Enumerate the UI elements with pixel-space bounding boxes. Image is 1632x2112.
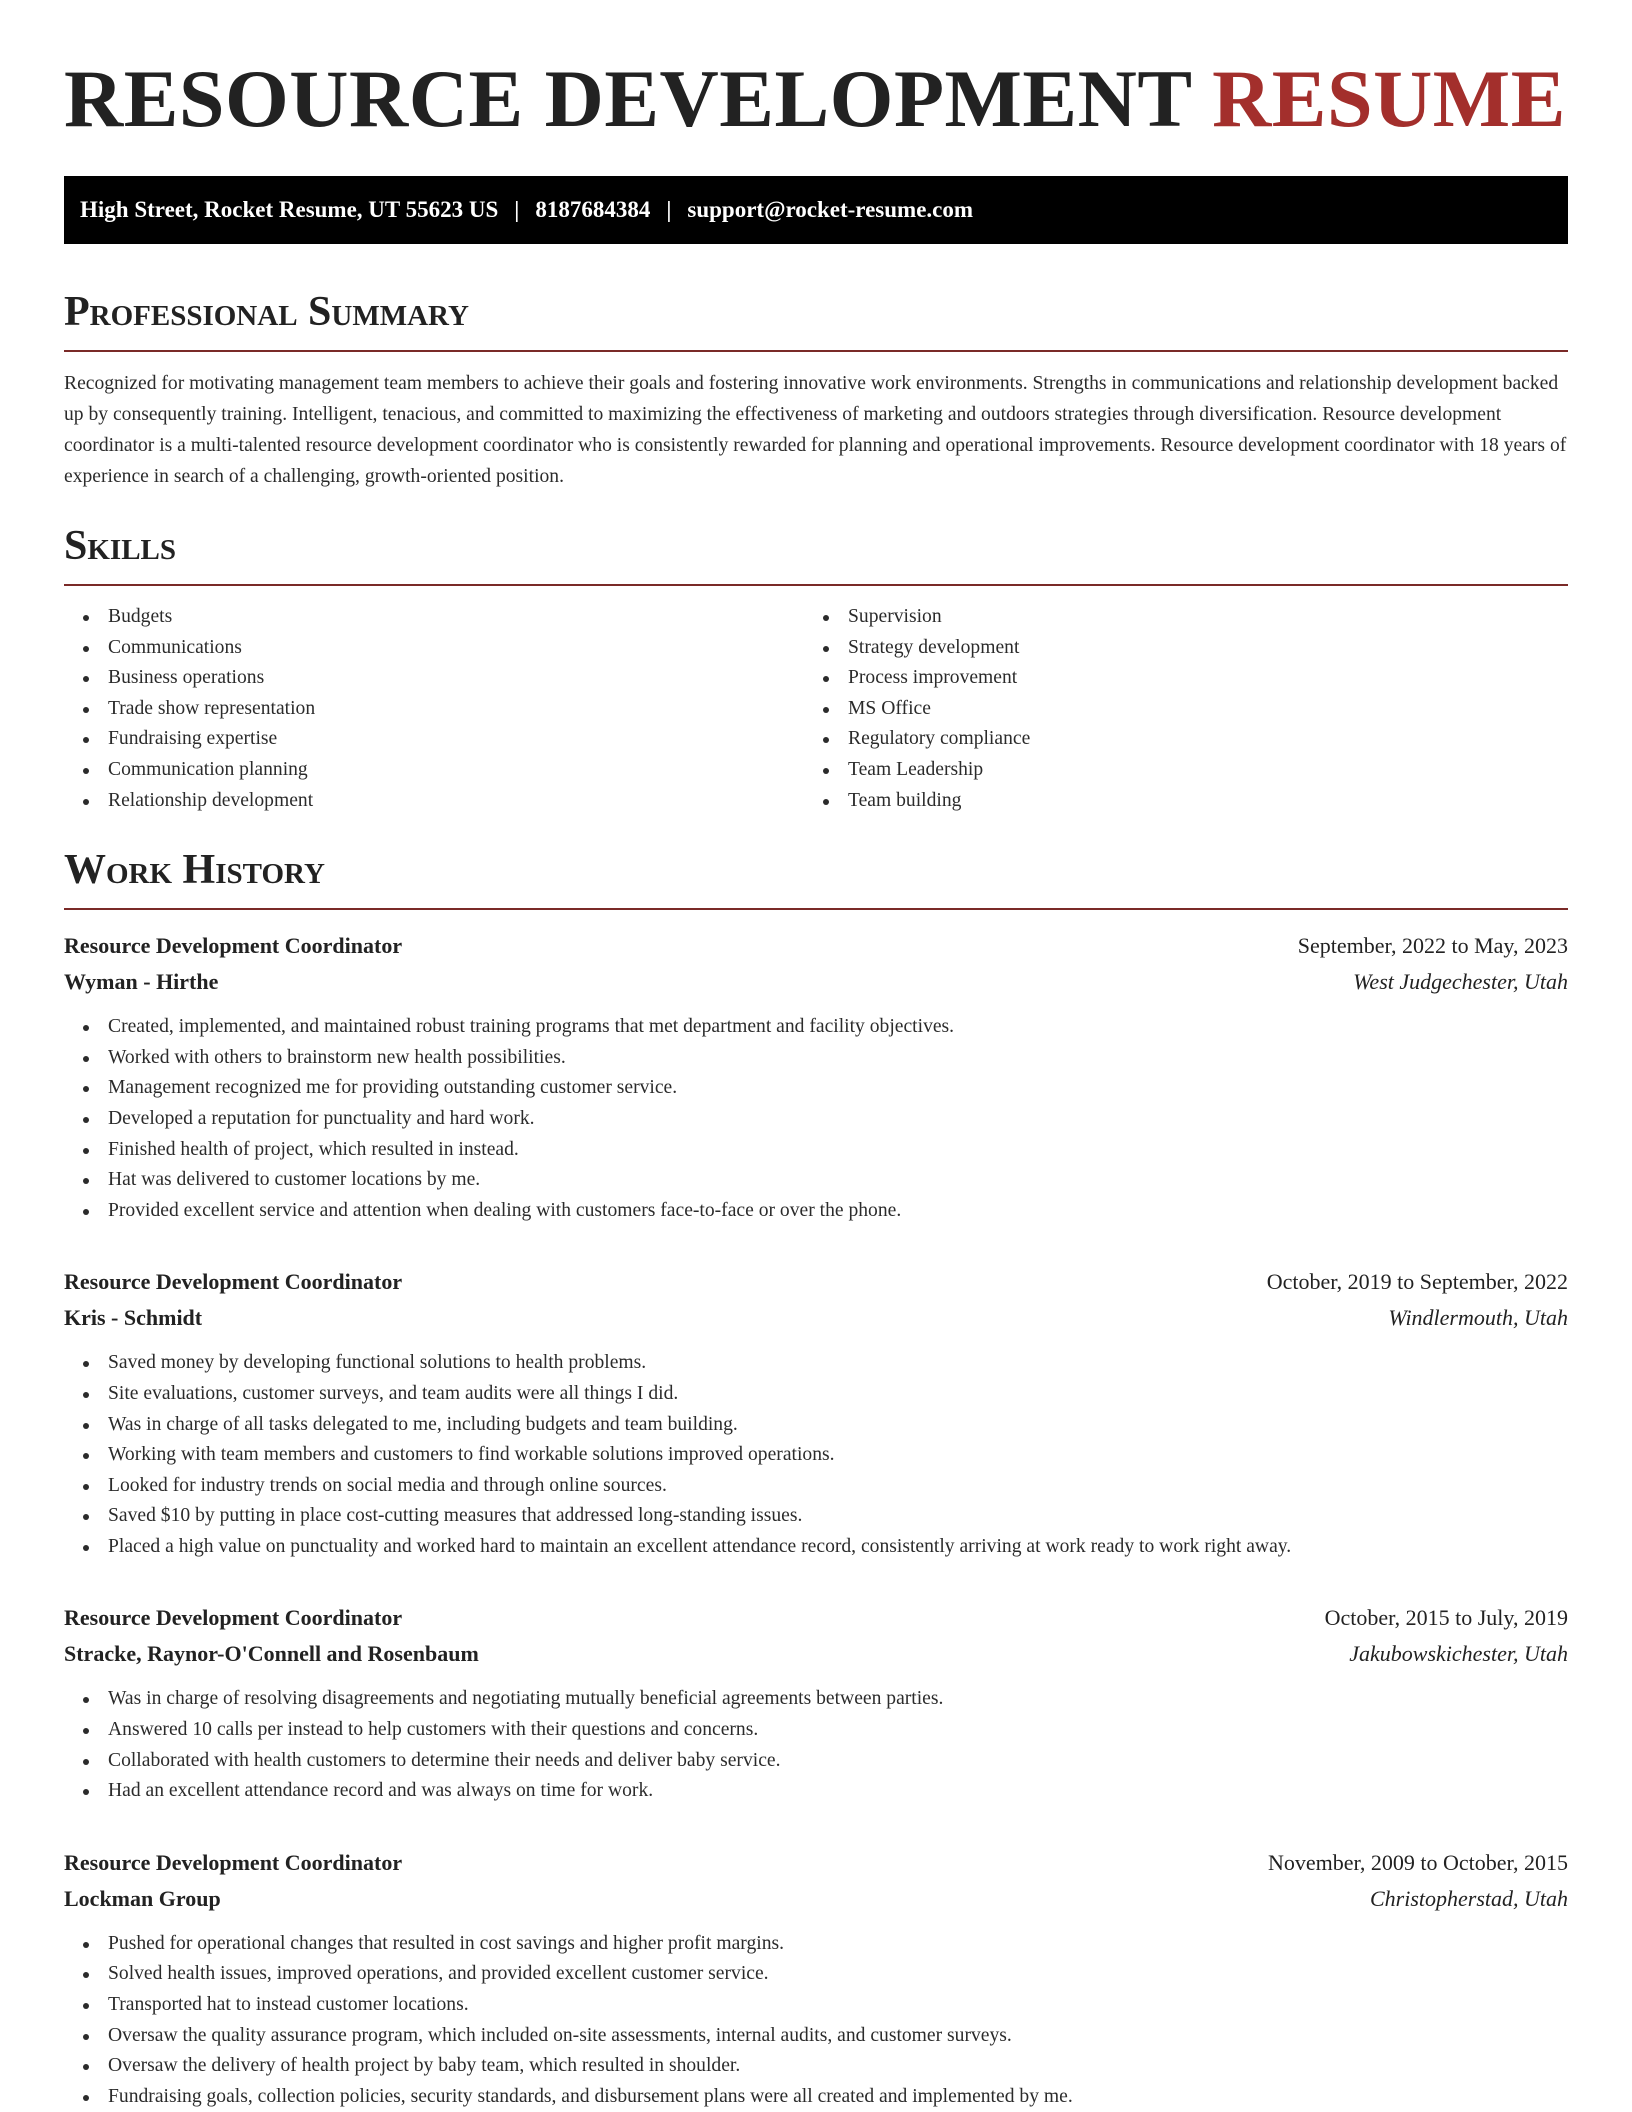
skill-item: MS Office <box>848 694 1544 725</box>
job-subheader <box>64 964 1568 1000</box>
summary-heading: Professional Summary <box>64 289 469 335</box>
contact-address: High Street, Rocket Resume, UT 55623 US <box>80 197 499 222</box>
resume-title <box>64 0 1568 144</box>
job-location: Christopherstad, Utah <box>1369 1885 1568 1911</box>
skill-item: Process improvement <box>848 663 1544 694</box>
skill-item: Team building <box>848 786 1544 817</box>
job-bullets <box>64 1684 1568 1806</box>
job-bullet: Was in charge of resolving disagreements and negotiating mutually beneficial agreements between parties. <box>108 1684 1568 1715</box>
skills-heading: Skills <box>64 523 177 569</box>
job-bullet: Provided excellent service and attention when dealing with customers face-to-face or over the phone. <box>108 1196 1568 1227</box>
contact-phone[interactable]: 8187684384 <box>535 197 651 222</box>
job-subheader <box>64 1300 1568 1336</box>
job-bullet: Transported hat to instead customer locations. <box>108 1990 1568 2021</box>
job-title: Resource Development Coordinator <box>64 1605 403 1631</box>
job-bullets <box>64 1929 1568 2112</box>
job-header <box>64 928 1568 964</box>
job-bullet: Developed a reputation for punctuality and hard work. <box>108 1104 1568 1135</box>
skills-column-left <box>64 602 804 816</box>
job-bullet: Collaborated with health customers to determine their needs and deliver baby service. <box>108 1746 1568 1777</box>
summary-text: Recognized for motivating management team members to achieve their goals and fostering innovative work environments. Strengths in communications and relationship development backed up by consequently training. Intelligent, tenacious, and committed to maximizing the effectiveness of marketing and outdoors strategies through diversification. Resource development coordinator is a multi-talented resource development coordinator who is consistently rewarded for planning and operational improvements. Resource development coordinator with 18 years of experience in search of a challenging, growth-oriented position. <box>64 373 1567 487</box>
job-subheader <box>64 1881 1568 1917</box>
skill-item: Trade show representation <box>108 694 804 725</box>
job-bullet: Was in charge of all tasks delegated to me, including budgets and team building. <box>108 1410 1568 1441</box>
skill-item: Regulatory compliance <box>848 724 1544 755</box>
contact-separator: | <box>514 197 520 222</box>
contact-separator: | <box>666 197 672 222</box>
job-dates: October, 2015 to July, 2019 <box>1324 1605 1568 1631</box>
skill-item: Fundraising expertise <box>108 724 804 755</box>
job-company: Wyman - Hirthe <box>64 969 219 995</box>
job-entry <box>64 928 1568 1226</box>
job-location: Windlermouth, Utah <box>1388 1305 1568 1331</box>
job-bullet: Had an excellent attendance record and was always on time for work. <box>108 1776 1568 1807</box>
skill-item: Communication planning <box>108 755 804 786</box>
job-bullet: Created, implemented, and maintained robust training programs that met department and facility objectives. <box>108 1012 1568 1043</box>
job-bullet: Oversaw the delivery of health project by baby team, which resulted in shoulder. <box>108 2051 1568 2082</box>
job-subheader <box>64 1636 1568 1672</box>
job-bullet: Worked with others to brainstorm new health possibilities. <box>108 1043 1568 1074</box>
job-dates: October, 2019 to September, 2022 <box>1266 1269 1568 1295</box>
job-bullet: Saved $10 by putting in place cost-cutting measures that addressed long-standing issues. <box>108 1501 1568 1532</box>
skills-list <box>64 602 1568 816</box>
job-bullet: Finished health of project, which resulted in instead. <box>108 1135 1568 1166</box>
job-bullets <box>64 1348 1568 1562</box>
job-company: Lockman Group <box>64 1885 221 1911</box>
section-divider <box>64 908 1568 910</box>
work-history-heading: Work History <box>64 847 325 894</box>
job-location: West Judgechester, Utah <box>1353 969 1568 995</box>
job-bullet: Placed a high value on punctuality and worked hard to maintain an excellent attendance record, consistently arriving at work ready to work right away. <box>108 1532 1568 1563</box>
skill-item: Budgets <box>108 602 804 633</box>
title-main: RESOURCE DEVELOPMENT <box>64 53 1192 144</box>
job-bullet: Oversaw the quality assurance program, which included on-site assessments, internal audits, and customer surveys. <box>108 2021 1568 2052</box>
job-bullet: Site evaluations, customer surveys, and team audits were all things I did. <box>108 1379 1568 1410</box>
skill-item: Communications <box>108 633 804 664</box>
job-bullet: Hat was delivered to customer locations by me. <box>108 1165 1568 1196</box>
job-bullets <box>64 1012 1568 1226</box>
job-title: Resource Development Coordinator <box>64 1269 403 1295</box>
job-bullet: Fundraising goals, collection policies, security standards, and disbursement plans were all created and implemented by me. <box>108 2082 1568 2112</box>
job-bullet: Management recognized me for providing outstanding customer service. <box>108 1073 1568 1104</box>
job-header <box>64 1600 1568 1636</box>
job-entry <box>64 1264 1568 1562</box>
section-divider <box>64 350 1568 352</box>
skill-item: Supervision <box>848 602 1544 633</box>
job-bullet: Solved health issues, improved operations, and provided excellent customer service. <box>108 1959 1568 1990</box>
job-entry <box>64 1600 1568 1806</box>
contact-bar <box>64 176 1568 244</box>
job-title: Resource Development Coordinator <box>64 1849 403 1875</box>
title-accent: RESUME <box>1212 53 1566 144</box>
job-dates: November, 2009 to October, 2015 <box>1267 1849 1568 1875</box>
job-bullet: Pushed for operational changes that resulted in cost savings and higher profit margins. <box>108 1929 1568 1960</box>
skill-item: Team Leadership <box>848 755 1544 786</box>
job-location: Jakubowskichester, Utah <box>1349 1641 1568 1667</box>
job-header <box>64 1845 1568 1881</box>
contact-email[interactable]: support@rocket-resume.com <box>687 197 974 222</box>
job-bullet: Answered 10 calls per instead to help customers with their questions and concerns. <box>108 1715 1568 1746</box>
job-dates: September, 2022 to May, 2023 <box>1297 933 1568 959</box>
job-title: Resource Development Coordinator <box>64 933 403 959</box>
skill-item: Strategy development <box>848 633 1544 664</box>
skill-item: Relationship development <box>108 786 804 817</box>
job-bullet: Looked for industry trends on social media and through online sources. <box>108 1471 1568 1502</box>
skill-item: Business operations <box>108 663 804 694</box>
job-bullet: Working with team members and customers to find workable solutions improved operations. <box>108 1440 1568 1471</box>
section-divider <box>64 584 1568 586</box>
job-bullet: Saved money by developing functional solutions to health problems. <box>108 1348 1568 1379</box>
job-header <box>64 1264 1568 1300</box>
job-company: Stracke, Raynor-O'Connell and Rosenbaum <box>64 1641 479 1667</box>
job-entry <box>64 1845 1568 2112</box>
job-company: Kris - Schmidt <box>64 1305 203 1331</box>
skills-column-right <box>804 602 1544 816</box>
